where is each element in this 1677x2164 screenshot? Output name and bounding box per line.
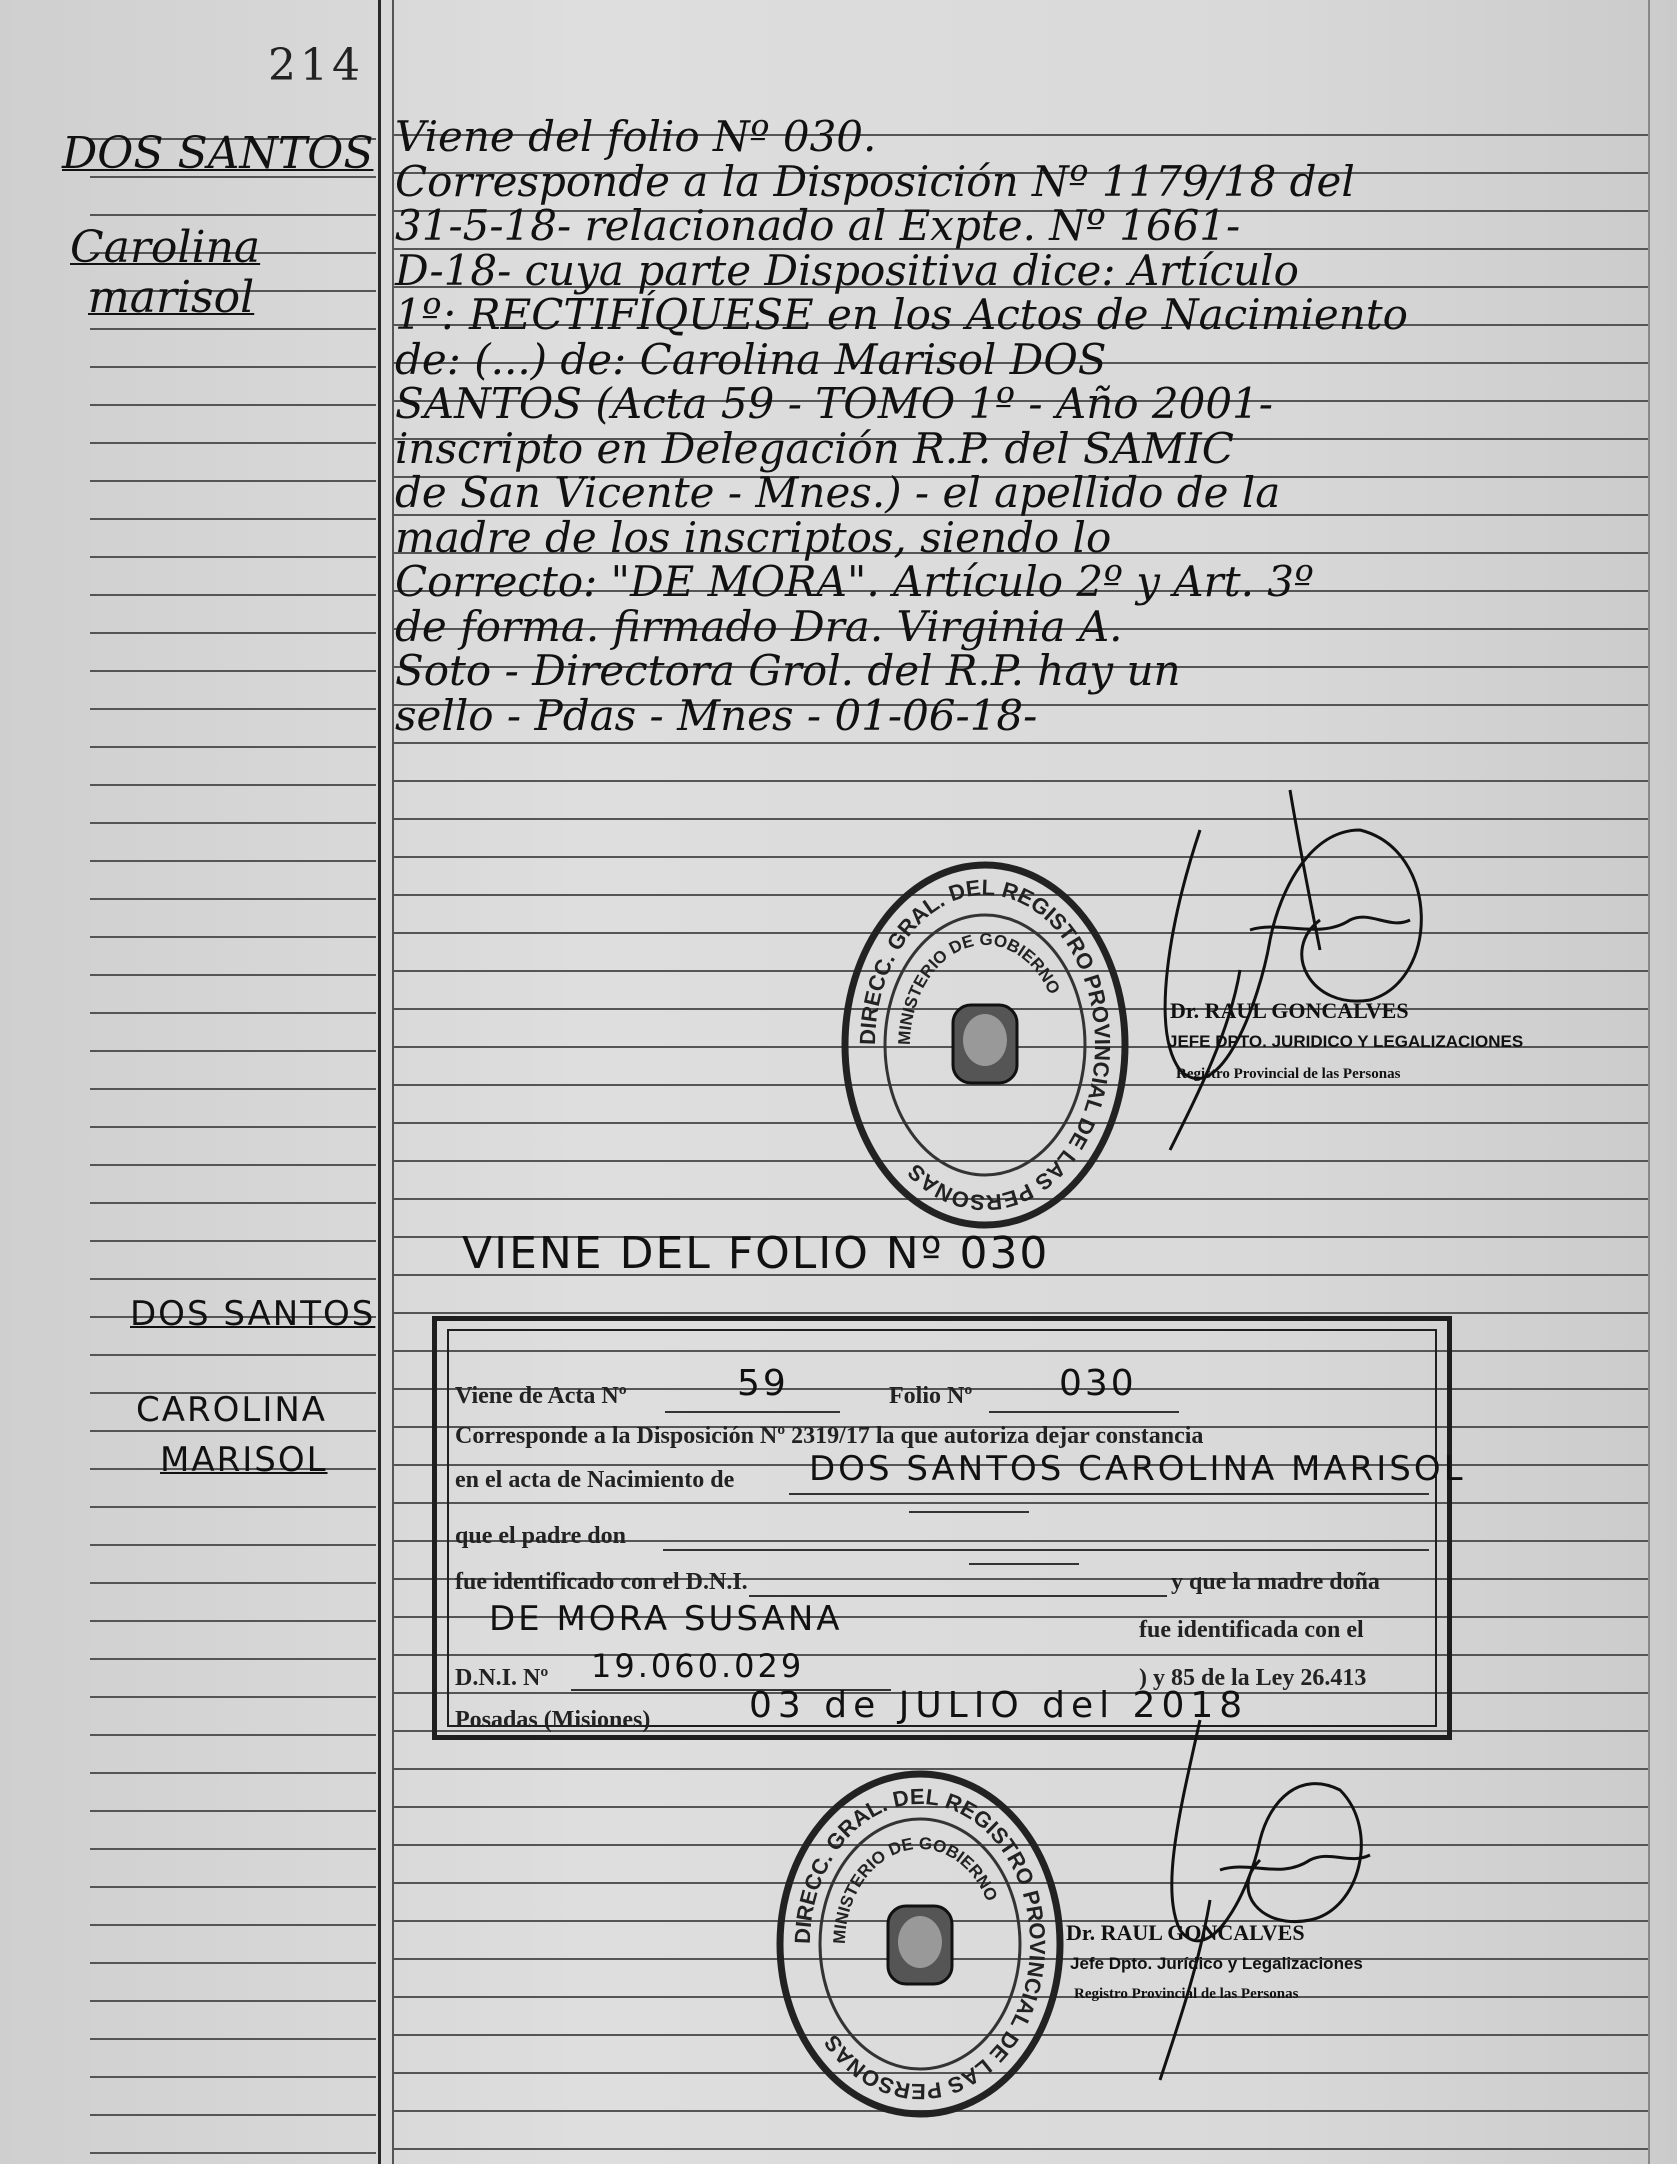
margin-rule-line	[90, 1772, 376, 1774]
short-line-2	[969, 1563, 1079, 1565]
margin-rule-line	[90, 1240, 376, 1242]
constancia-form-box	[432, 1316, 1466, 1740]
right-margin-line	[1648, 0, 1650, 2164]
folio-label: Folio Nº	[889, 1383, 973, 1409]
madre-identificada-label: fue identificada con el	[1139, 1617, 1364, 1643]
signature-2-title: Jefe Dpto. Jurídico y Legalizaciones	[1070, 1954, 1363, 1973]
ley-label: ) y 85 de la Ley 26.413	[1139, 1665, 1367, 1691]
annotation-line: Correcto: "DE MORA". Artículo 2º y Art. 3º	[395, 557, 1314, 606]
signature-2-name: Dr. RAUL GONCALVES	[1066, 1920, 1305, 1945]
margin-rule-line	[90, 1354, 376, 1356]
acta-number-value: 59	[737, 1363, 789, 1404]
margin-lower-surname: DOS SANTOS	[130, 1294, 376, 1334]
margin-rule-line	[90, 632, 376, 634]
official-seal-stamp	[835, 855, 1135, 1235]
column-divider	[378, 0, 381, 2164]
margin-rule-line	[90, 1164, 376, 1166]
dni-label: D.N.I. Nº	[455, 1665, 549, 1691]
signature-2-office: Registro Provincial de las Personas	[1074, 1986, 1299, 2002]
signature-1-name: Dr. RAUL GONCALVES	[1170, 998, 1409, 1023]
margin-surname: DOS SANTOS	[62, 128, 374, 179]
short-line-1	[909, 1511, 1029, 1513]
margin-rule-line	[90, 1506, 376, 1508]
margin-rule-line	[90, 1848, 376, 1850]
margin-rule-line	[90, 2152, 376, 2154]
margin-rule-line	[90, 670, 376, 672]
margin-rule-line	[90, 936, 376, 938]
margin-rule-line	[90, 1050, 376, 1052]
margin-rule-line	[90, 2076, 376, 2078]
margin-rule-line	[90, 442, 376, 444]
margin-rule-line	[90, 366, 376, 368]
annotation-line: de San Vicente - Mnes.) - el apellido de la	[395, 468, 1281, 517]
annotation-line: SANTOS (Acta 59 - TOMO 1º - Año 2001-	[395, 379, 1273, 428]
margin-rule-line	[90, 1544, 376, 1546]
margin-rule-line	[90, 1658, 376, 1660]
margin-rule-line	[90, 214, 376, 216]
body-rule-line	[394, 742, 1648, 744]
viene-acta-label: Viene de Acta Nº	[455, 1383, 627, 1409]
margin-rule-line	[90, 1886, 376, 1888]
body-rule-line	[394, 1312, 1648, 1314]
corresponde-text: Corresponde a la Disposición Nº 2319/17 la que autoriza dejar constancia	[455, 1423, 1204, 1449]
column-divider-inner	[392, 0, 394, 2164]
margin-rule-line	[90, 328, 376, 330]
margin-rule-line	[90, 1620, 376, 1622]
margin-rule-line	[90, 1088, 376, 1090]
registrant-name-value: DOS SANTOS CAROLINA MARISOL	[809, 1449, 1466, 1489]
margin-lower-given-1: CAROLINA	[136, 1390, 328, 1430]
body-rule-line	[394, 2148, 1648, 2150]
margin-rule-line	[90, 746, 376, 748]
margin-rule-line	[90, 1696, 376, 1698]
margin-rule-line	[90, 898, 376, 900]
identificado-line	[749, 1595, 1167, 1597]
stamp-outer-text: DIRECC. GRAL. DEL REGISTRO PROVINCIAL DE LAS PERSONAS	[854, 874, 1116, 1216]
identificado-label: fue identificado con el D.N.I.	[455, 1569, 748, 1595]
signature-scribble-1	[1110, 770, 1470, 1190]
margin-rule-line	[90, 1278, 376, 1280]
margin-rule-line	[90, 556, 376, 558]
annotation-line: madre de los inscriptos, siendo lo	[395, 513, 1112, 562]
official-seal-stamp-2	[770, 1764, 1070, 2124]
margin-rule-line	[90, 1582, 376, 1584]
signature-1-office: Registro Provincial de las Personas	[1176, 1066, 1401, 1082]
acta-line	[665, 1411, 840, 1413]
annotation-line: Corresponde a la Disposición Nº 1179/18 del	[395, 157, 1355, 206]
margin-given-name-2: marisol	[88, 272, 255, 323]
stamp-2-inner-text: MINISTERIO DE GOBIERNO	[829, 1833, 1002, 1945]
margin-rule-line	[90, 822, 376, 824]
signature-scribble-2	[1060, 1690, 1400, 2110]
madre-name-value: DE MORA SUSANA	[489, 1599, 843, 1639]
annotation-line: D-18- cuya parte Dispositiva dice: Artículo	[395, 246, 1299, 295]
folio-number: 214	[268, 40, 364, 91]
margin-rule-line	[90, 1202, 376, 1204]
annotation-line: 31-5-18- relacionado al Expte. Nº 1661-	[395, 201, 1241, 250]
margin-rule-line	[90, 1126, 376, 1128]
annotation-line: de: (...) de: Carolina Marisol DOS	[395, 335, 1107, 384]
annotation-line: inscripto en Delegación R.P. del SAMIC	[395, 424, 1234, 473]
constancia-form-inner	[447, 1329, 1466, 1733]
stamp-2-outer-text: DIRECC. GRAL. DEL REGISTRO PROVINCIAL DE LAS PERSONAS	[789, 1783, 1051, 2105]
place-label: Posadas (Misiones)	[455, 1707, 651, 1733]
margin-rule-line	[90, 1430, 376, 1432]
annotation-line: sello - Pdas - Mnes - 01-06-18-	[395, 691, 1038, 740]
margin-rule-line	[90, 708, 376, 710]
annotation-line: Soto - Directora Grol. del R.P. hay un	[395, 646, 1181, 695]
margin-rule-line	[90, 784, 376, 786]
acta-nacimiento-label: en el acta de Nacimiento de	[455, 1467, 735, 1493]
registrant-line	[789, 1493, 1429, 1495]
margin-rule-line	[90, 1810, 376, 1812]
margin-rule-line	[90, 480, 376, 482]
annotation-line: Viene del folio Nº 030.	[395, 112, 877, 161]
stamp-inner-text: MINISTERIO DE GOBIERNO	[894, 929, 1064, 1046]
margin-rule-line	[90, 1962, 376, 1964]
margin-lower-given-2: MARISOL	[160, 1440, 328, 1480]
annotation-line: de forma. firmado Dra. Virginia A.	[395, 602, 1123, 651]
margin-rule-line	[90, 974, 376, 976]
margin-rule-line	[90, 594, 376, 596]
margin-rule-line	[90, 860, 376, 862]
margin-rule-line	[90, 2000, 376, 2002]
margin-rule-line	[90, 1734, 376, 1736]
padre-label: que el padre don	[455, 1523, 626, 1549]
annotation-line: 1º: RECTIFÍQUESE en los Actos de Nacimiento	[395, 290, 1408, 339]
margin-rule-line	[90, 1012, 376, 1014]
signature-1-title: JEFE DPTO. JURIDICO Y LEGALIZACIONES	[1168, 1032, 1524, 1051]
date-value: 03 de JULIO del 2018	[749, 1685, 1249, 1726]
viene-del-folio-note: VIENE DEL FOLIO Nº 030	[462, 1228, 1050, 1279]
margin-rule-line	[90, 1924, 376, 1926]
margin-rule-line	[90, 2114, 376, 2116]
folio-line	[989, 1411, 1179, 1413]
dni-value: 19.060.029	[591, 1647, 805, 1685]
margin-given-name-1: Carolina	[70, 222, 261, 273]
madre-label: y que la madre doña	[1171, 1569, 1380, 1595]
margin-rule-line	[90, 404, 376, 406]
folio-number-value: 030	[1059, 1363, 1137, 1404]
margin-rule-line	[90, 518, 376, 520]
margin-rule-line	[90, 2038, 376, 2040]
padre-line	[663, 1549, 1429, 1551]
